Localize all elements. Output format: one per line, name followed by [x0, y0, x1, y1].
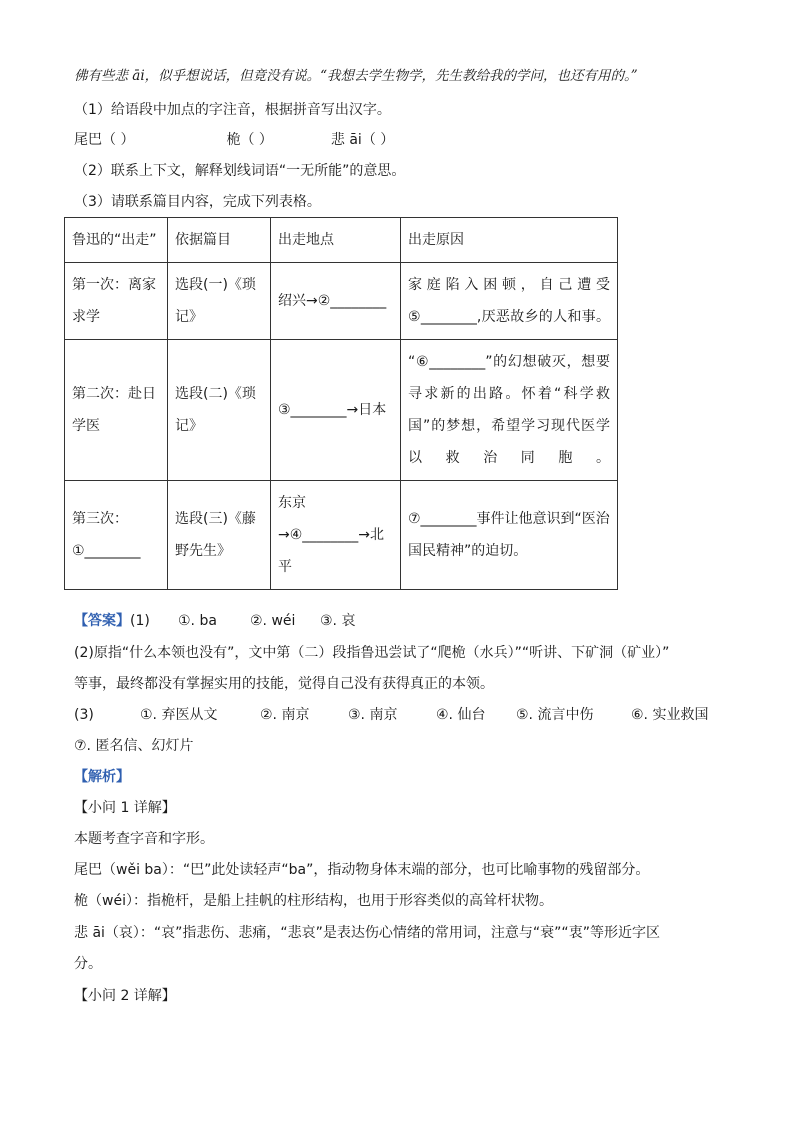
table-header-cell: 出走原因	[401, 218, 618, 263]
table-cell: “⑥________”的幻想破灭，想要寻求新的出路。怀着“科学救国”的梦想，希望学习现代医学以救治同胞。	[401, 340, 618, 481]
answer-line-5: ⑦. 匿名信、幻灯片	[74, 738, 194, 754]
table-header-cell: 出走地点	[271, 218, 401, 263]
table-cell: ③________→日本	[271, 340, 401, 481]
table-cell: 绍兴→②________	[271, 263, 401, 340]
question-2: （2）联系上下文，解释划线词语“一无所能”的意思。	[74, 163, 406, 179]
answer-option: ②. 南京	[260, 707, 310, 723]
table-cell: 第三次：①________	[65, 481, 168, 590]
answer-option: ①. 弃医从文	[140, 707, 218, 723]
answer-option: ③. 哀	[320, 613, 356, 629]
table-cell: 第二次：赴日学医	[65, 340, 168, 481]
table-cell: 选段(二)《琐记》	[168, 340, 271, 481]
table-header-cell: 鲁迅的“出走”	[65, 218, 168, 263]
table-header-row	[65, 218, 618, 263]
answer-part-1-prefix: (1)	[130, 613, 150, 629]
intro-quote-line: 佛有些悲 āi，似乎想说话，但竟没有说。“我想去学生物学，先生教给我的学问，也还有用的。”	[74, 68, 638, 84]
q1-item-weiba: 尾巴（ ）	[74, 132, 135, 148]
table-row	[65, 481, 618, 590]
answer-part-3-prefix: (3)	[74, 707, 94, 723]
answer-tag: 【答案】	[74, 613, 130, 629]
table-cell: 东京→④________→北平	[271, 481, 401, 590]
table-cell: 选段(一)《琐记》	[168, 263, 271, 340]
question-1-items	[74, 130, 394, 150]
analysis-paragraph: 悲 āi（哀）：“哀”指悲伤、悲痛，“悲哀”是表达伤心情绪的常用词，注意与“衰”“衷”等形近字区	[74, 925, 660, 941]
answer-line-2: (2)原指“什么本领也没有”，文中第（二）段指鲁迅尝试了“爬桅（水兵）”“听讲、下矿洞（矿业）”	[74, 645, 670, 661]
table-cell: 第一次：离家求学	[65, 263, 168, 340]
table-cell: ⑦________事件让他意识到“医治国民精神”的迫切。	[401, 481, 618, 590]
answer-option: ④. 仙台	[436, 707, 486, 723]
table-cell: 家庭陷入困顿，自己遭受⑤________,厌恶故乡的人和事。	[401, 263, 618, 340]
q1-item-wei: 桅（ ）	[226, 132, 273, 148]
analysis-tag: 【解析】	[74, 769, 130, 785]
answer-option: ⑤. 流言中伤	[516, 707, 594, 723]
answer-line-4	[74, 705, 708, 725]
analysis-paragraph: 本题考查字音和字形。	[74, 831, 214, 847]
table-row	[65, 340, 618, 481]
answer-option: ①. ba	[178, 613, 217, 629]
outing-table	[64, 217, 618, 590]
answer-option: ⑥. 实业救国	[631, 707, 709, 723]
table-cell: 选段(三)《藤野先生》	[168, 481, 271, 590]
answer-option: ②. wéi	[250, 613, 296, 629]
question-1: （1）给语段中加点的字注音，根据拼音写出汉字。	[74, 102, 391, 118]
answer-line-3: 等事，最终都没有掌握实用的技能，觉得自己没有获得真正的本领。	[74, 676, 494, 692]
analysis-subheading-2: 【小问 2 详解】	[74, 988, 176, 1004]
table-header-cell: 依据篇目	[168, 218, 271, 263]
analysis-paragraph: 分。	[74, 956, 102, 972]
answer-line-1	[74, 611, 355, 631]
analysis-subheading-1: 【小问 1 详解】	[74, 800, 176, 816]
q1-item-beiai: 悲 āi（ ）	[330, 132, 395, 148]
question-3: （3）请联系篇目内容，完成下列表格。	[74, 194, 321, 210]
analysis-paragraph: 尾巴（wěi ba）：“巴”此处读轻声“ba”，指动物身体末端的部分，也可比喻事物的残留部分。	[74, 862, 650, 878]
analysis-paragraph: 桅（wéi）：指桅杆，是船上挂帆的柱形结构，也用于形容类似的高耸杆状物。	[74, 893, 553, 909]
answer-option: ③. 南京	[348, 707, 398, 723]
table-row	[65, 263, 618, 340]
